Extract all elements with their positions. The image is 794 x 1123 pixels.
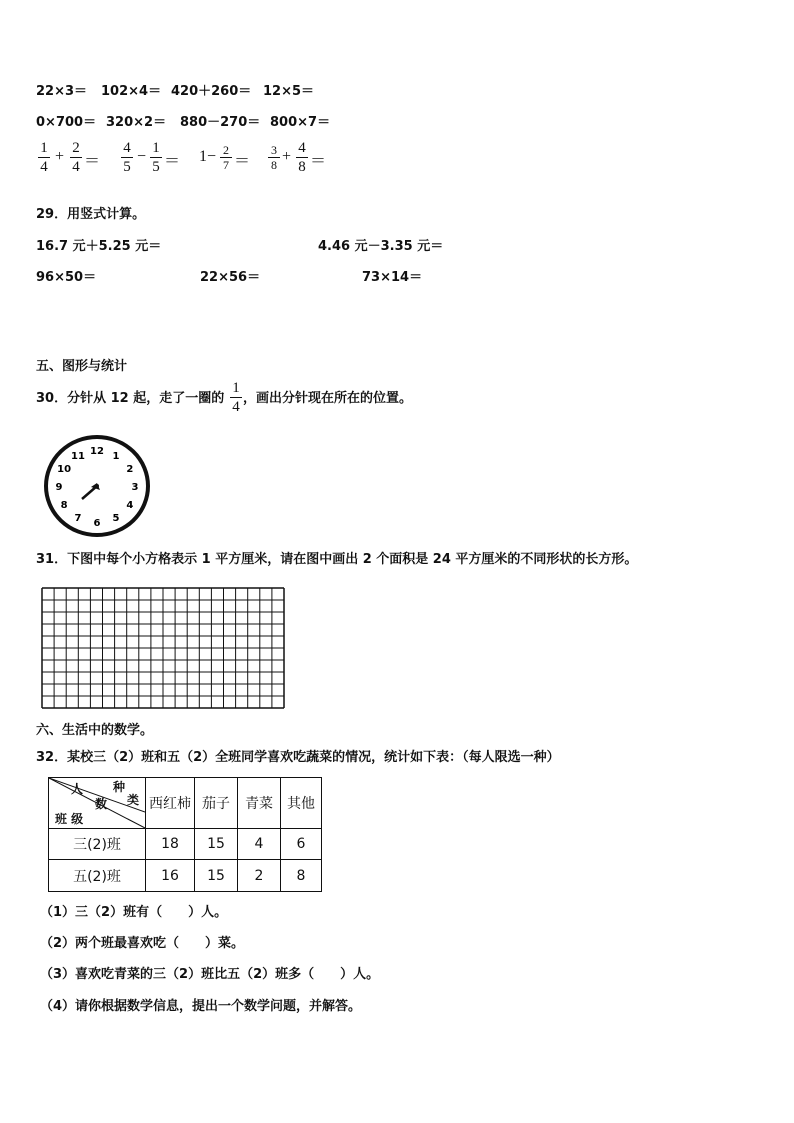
vertical-calc-item: 4.46 元－3.35 元＝: [318, 239, 444, 254]
table-header-cell: 青菜: [238, 778, 281, 829]
fraction-numerator: 2: [72, 140, 80, 156]
oral-item: 22×3＝: [36, 84, 88, 99]
oral-item: 102×4＝: [101, 84, 162, 99]
table-header-cell: 其他: [281, 778, 322, 829]
fraction-denominator: 7: [223, 158, 229, 172]
table-row-label: 三(2)班: [49, 829, 146, 860]
fraction-denominator: 4: [72, 159, 80, 175]
clock-number: 12: [90, 446, 104, 457]
equals: ＝: [310, 153, 327, 170]
oral-item: 12×5＝: [263, 84, 315, 99]
oral-item: 880－270＝: [180, 115, 261, 130]
fraction: [70, 140, 82, 175]
clock-number: 9: [55, 482, 63, 493]
fraction-numerator: 4: [123, 140, 131, 156]
clock-number: 5: [112, 513, 120, 525]
oral-item: 0×700＝: [36, 115, 97, 130]
clock-number: 1: [112, 450, 120, 462]
fraction-denominator: 4: [40, 159, 48, 175]
corner-label: 种: [113, 780, 126, 794]
fraction-numerator: 3: [271, 143, 277, 157]
table-cell: 18: [146, 829, 195, 860]
equals: ＝: [84, 153, 101, 170]
fraction: [230, 380, 242, 415]
question-30-text: 30．分针从 12 起，走了一圈的: [36, 391, 225, 406]
vegetable-stats-table: [48, 777, 322, 892]
fraction: [121, 140, 133, 175]
table-row-label: 五(2)班: [49, 860, 146, 892]
vertical-calc-item: 73×14＝: [362, 270, 423, 285]
equals: ＝: [234, 153, 251, 170]
sub-question: （2）两个班最喜欢吃（ ）菜。: [40, 936, 245, 951]
equals: ＝: [164, 153, 181, 170]
clock-number: 2: [126, 464, 134, 475]
clock-number: 3: [131, 482, 139, 493]
question-32-text: 32．某校三（2）班和五（2）全班同学喜欢吃蔬菜的情况，统计如下表：（每人限选一种）: [36, 750, 560, 765]
vertical-calc-item: 16.7 元＋5.25 元＝: [36, 239, 162, 254]
fraction: [296, 140, 308, 175]
oral-item: 420＋260＝: [171, 84, 252, 99]
corner-label: 班 级: [55, 812, 84, 826]
fraction: [220, 144, 232, 171]
question-31-text: 31．下图中每个小方格表示 1 平方厘米，请在图中画出 2 个面积是 24 平方厘米的不同形状的长方形。: [36, 552, 638, 567]
fraction: [268, 144, 280, 171]
vertical-calc-item: 96×50＝: [36, 270, 97, 285]
table-header-cell: 茄子: [195, 778, 238, 829]
table-cell: 15: [195, 829, 238, 860]
table-cell: 2: [238, 860, 281, 892]
fraction-numerator: 2: [223, 143, 229, 157]
clock-face[interactable]: [42, 433, 152, 539]
table-cell: 6: [281, 829, 322, 860]
oral-item: 320×2＝: [106, 115, 167, 130]
table-cell: 4: [238, 829, 281, 860]
corner-label: 人: [71, 782, 84, 796]
clock-number: 11: [71, 450, 85, 462]
fraction-denominator: 4: [232, 399, 240, 415]
fraction: [38, 140, 50, 175]
fraction-denominator: 8: [271, 158, 277, 172]
fraction-numerator: 1: [40, 140, 48, 156]
operator: +: [282, 148, 292, 165]
table-header-cell: 西红柿: [146, 778, 195, 829]
clock-number: 10: [57, 464, 72, 475]
fraction-numerator: 1: [232, 380, 240, 396]
table-cell: 8: [281, 860, 322, 892]
corner-label: 类: [127, 793, 140, 807]
fraction-denominator: 8: [298, 159, 306, 175]
clock-number: 4: [126, 500, 134, 511]
sub-question: （1）三（2）班有（ ）人。: [40, 905, 228, 920]
table-cell: 16: [146, 860, 195, 892]
whole-number-minus: 1−: [199, 148, 217, 165]
question-30-text-end: ，画出分针现在所在的位置。: [243, 391, 413, 406]
square-grid[interactable]: [41, 587, 285, 709]
oral-item: 800×7＝: [270, 115, 331, 130]
fraction-numerator: 1: [152, 140, 160, 156]
fraction-denominator: 5: [152, 159, 160, 175]
question-29-title: 29．用竖式计算。: [36, 207, 146, 222]
corner-label: 数: [95, 797, 108, 811]
section-five-heading: 五、图形与统计: [36, 359, 128, 374]
fraction: [150, 140, 162, 175]
table-corner-header: [49, 778, 146, 829]
fraction-numerator: 4: [298, 140, 306, 156]
sub-question: （4）请你根据数学信息，提出一个数学问题，并解答。: [40, 999, 362, 1014]
table-cell: 15: [195, 860, 238, 892]
clock-number: 6: [93, 518, 101, 529]
section-six-heading: 六、生活中的数学。: [36, 723, 154, 738]
clock-number: 8: [60, 500, 68, 511]
sub-question: （3）喜欢吃青菜的三（2）班比五（2）班多（ ）人。: [40, 967, 380, 982]
fraction-denominator: 5: [123, 159, 131, 175]
operator: +: [55, 148, 65, 165]
operator: −: [137, 148, 147, 165]
clock-number: 7: [74, 513, 82, 525]
vertical-calc-item: 22×56＝: [200, 270, 261, 285]
